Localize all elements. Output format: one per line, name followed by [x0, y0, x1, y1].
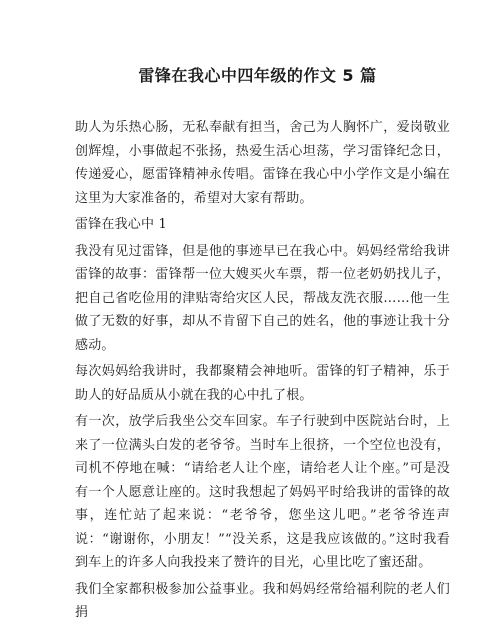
intro-paragraph: 助人为乐热心肠，无私奉献有担当，舍己为人胸怀广，爱岗敬业创辉煌，小事做起不张扬，热爱生活心坦荡，学习雷锋纪念日，传递爱心，愿雷锋精神永传唱。雷锋在我心中小学作文是小编在这里为大家准备的，希望对大家有帮助。 — [75, 120, 450, 206]
document-title: 雷锋在我心中四年级的作文 5 篇 — [138, 66, 377, 85]
body-paragraph: 每次妈妈给我讲时，我都聚精会神地听。雷锋的钉子精神，乐于助人的好品质从小就在我的心中扎了根。 — [75, 364, 450, 403]
document-page — [0, 64, 500, 630]
document-body — [75, 116, 450, 625]
body-paragraph: 我们全家都积极参加公益事业。我和妈妈经常给福利院的老人们捐 — [75, 581, 450, 620]
body-paragraph: 有一次，放学后我坐公交车回家。车子行驶到中医院站台时，上来了一位满头白发的老爷爷。当时车上很挤，一个空位也没有，司机不停地在喊：“请给老人让个座，请给老人让个座。”可是没有一个人愿意让座的。这时我想起了妈妈平时给我讲的雷锋的故事，连忙站了起来说：“老爷爷，您坐这儿吧。”老爷爷连声说：“谢谢你，小朋友！”“没关系，这是我应该做的。”这时我看到车上的许多人向我投来了赞许的目光，心里比吃了蜜还甜。 — [75, 414, 450, 570]
body-paragraph: 我没有见过雷锋，但是他的事迹早已在我心中。妈妈经常给我讲雷锋的故事：雷锋帮一位大嫂买火车票，帮一位老奶奶找儿子，把自己省吃俭用的津贴寄给灾区人民，帮战友洗衣服……他一生做了无数的好事，却从不肯留下自己的姓名，他的事迹让我十分感动。 — [75, 243, 450, 353]
section-heading: 雷锋在我心中 1 — [75, 217, 168, 232]
